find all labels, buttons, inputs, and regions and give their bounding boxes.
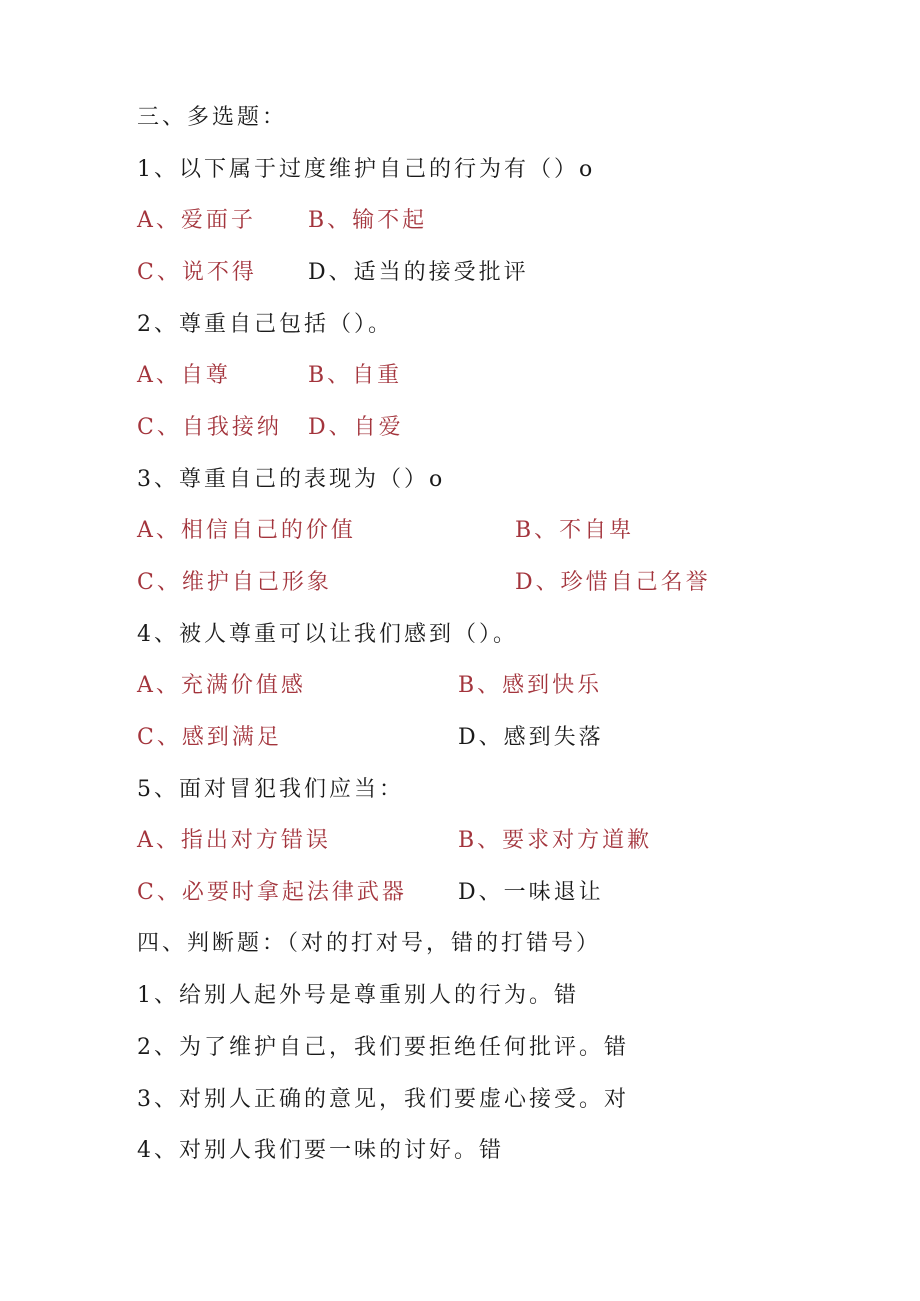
question-1-option-d: D、适当的接受批评 <box>308 260 529 285</box>
question-3-option-d: D、珍惜自己名誉 <box>515 570 711 595</box>
question-5-option-c: C、必要时拿起法律武器 <box>137 880 407 905</box>
question-1-option-c: C、说不得 <box>137 260 257 285</box>
section-heading-multiple-choice: 三、多选题： <box>137 105 288 130</box>
question-4-option-c: C、感到满足 <box>137 725 282 750</box>
question-5-option-b: B、要求对方道歉 <box>458 828 653 853</box>
question-1-option-a: A、爱面子 <box>137 208 256 233</box>
question-4-stem: 4、被人尊重可以让我们感到（）。 <box>137 622 518 647</box>
judgement-item-2: 2、为了维护自己，我们要拒绝任何批评。错 <box>137 1035 629 1060</box>
judgement-item-1: 1、给别人起外号是尊重别人的行为。错 <box>137 983 579 1008</box>
question-4-option-b: B、感到快乐 <box>458 673 603 698</box>
question-3-option-a: A、相信自己的价值 <box>137 518 356 543</box>
question-2-option-b: B、自重 <box>308 363 403 388</box>
judgement-item-4: 4、对别人我们要一味的讨好。错 <box>137 1138 504 1163</box>
question-2-option-a: A、自尊 <box>137 363 231 388</box>
question-2-option-d: D、自爱 <box>308 415 404 440</box>
question-3-stem: 3、尊重自己的表现为（）o <box>137 467 446 492</box>
question-4-option-a: A、充满价值感 <box>137 673 306 698</box>
question-5-option-d: D、一味退让 <box>458 880 604 905</box>
question-2-stem: 2、尊重自己包括（）。 <box>137 312 393 337</box>
question-4-option-d: D、感到失落 <box>458 725 604 750</box>
question-5-stem: 5、面对冒犯我们应当： <box>137 777 404 802</box>
judgement-item-3: 3、对别人正确的意见，我们要虚心接受。对 <box>137 1087 629 1112</box>
question-2-option-c: C、自我接纳 <box>137 415 282 440</box>
question-5-option-a: A、指出对方错误 <box>137 828 331 853</box>
question-3-option-c: C、维护自己形象 <box>137 570 332 595</box>
section-heading-true-false: 四、判断题：（对的打对号，错的打错号） <box>137 931 602 956</box>
question-1-option-b: B、输不起 <box>308 208 428 233</box>
question-1-stem: 1、以下属于过度维护自己的行为有（）o <box>137 157 596 182</box>
question-3-option-b: B、不自卑 <box>515 518 635 543</box>
